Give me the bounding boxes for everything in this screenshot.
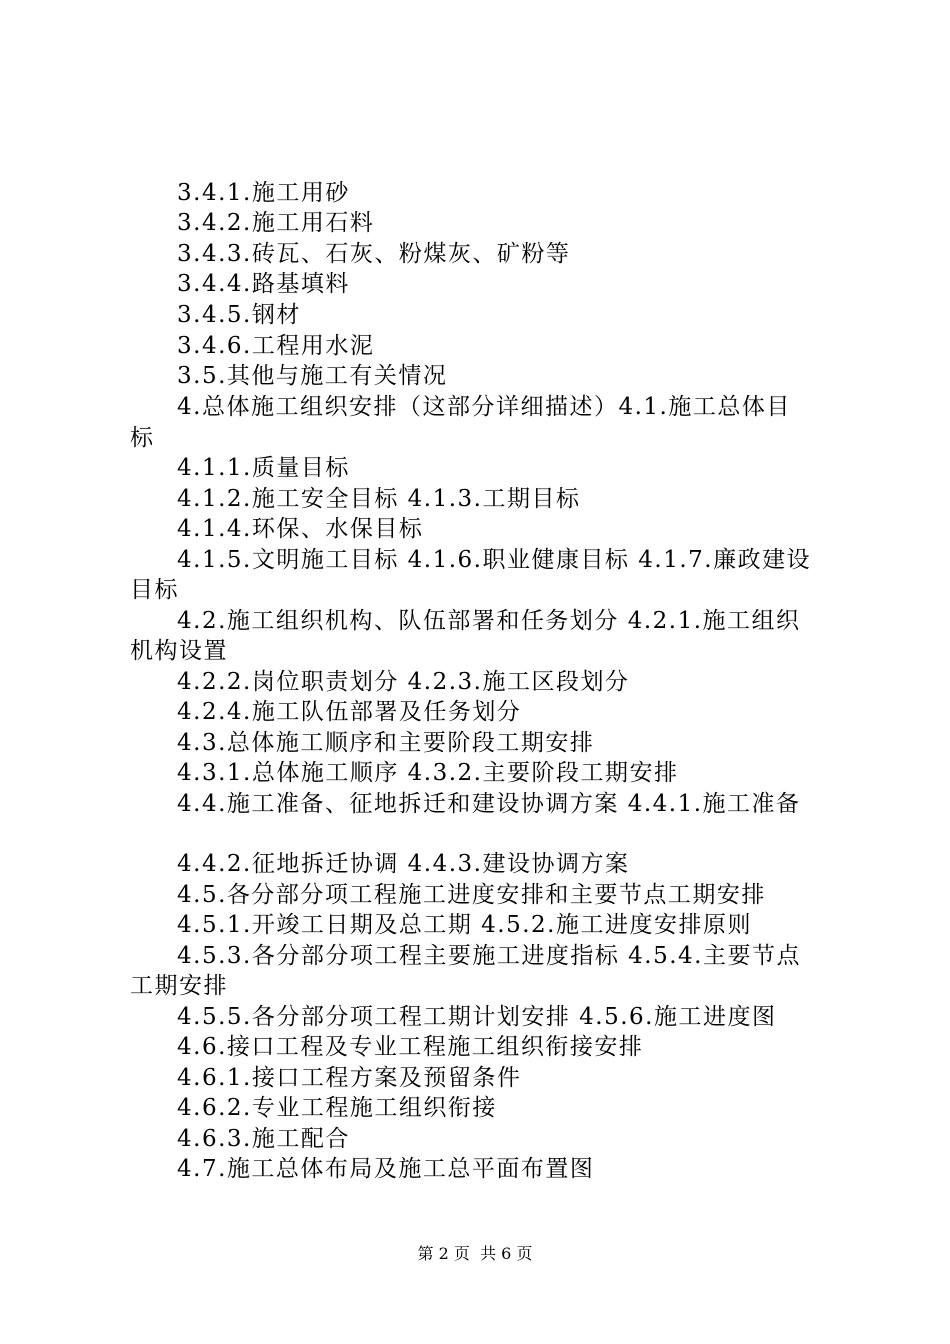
toc-line: 4.6.1.接口工程方案及预留条件	[177, 1065, 522, 1091]
toc-line: 4.2.施工组织机构、队伍部署和任务划分 4.2.1.施工组织	[177, 608, 801, 634]
toc-line: 3.5.其他与施工有关情况	[177, 363, 448, 389]
toc-line: 4.6.接口工程及专业工程施工组织衔接安排	[177, 1034, 644, 1060]
toc-line: 4.2.2.岗位职责划分 4.2.3.施工区段划分	[177, 669, 630, 695]
toc-line: 4.4.施工准备、征地拆迁和建设协调方案 4.4.1.施工准备	[177, 791, 801, 817]
toc-line: 4.5.各分部分项工程施工进度安排和主要节点工期安排	[177, 882, 766, 908]
toc-line: 3.4.1.施工用砂	[177, 180, 350, 206]
toc-line: 4.2.4.施工队伍部署及任务划分	[177, 699, 522, 725]
toc-line: 4.4.2.征地拆迁协调 4.4.3.建设协调方案	[177, 851, 630, 877]
toc-line: 4.5.1.开竣工日期及总工期 4.5.2.施工进度安排原则	[177, 912, 752, 938]
toc-line: 4.总体施工组织安排（这部分详细描述）4.1.施工总体目	[177, 394, 791, 420]
toc-line: 4.6.2.专业工程施工组织衔接	[177, 1095, 497, 1121]
toc-line: 标	[130, 425, 155, 451]
toc-line: 4.3.1.总体施工顺序 4.3.2.主要阶段工期安排	[177, 760, 679, 786]
toc-line: 4.3.总体施工顺序和主要阶段工期安排	[177, 730, 595, 756]
toc-line: 3.4.2.施工用石料	[177, 210, 375, 236]
toc-line: 3.4.3.砖瓦、石灰、粉煤灰、矿粉等	[177, 241, 571, 267]
toc-line: 4.6.3.施工配合	[177, 1126, 350, 1152]
toc-line: 目标	[130, 577, 179, 603]
toc-line: 4.1.1.质量目标	[177, 455, 350, 481]
toc-line: 4.1.5.文明施工目标 4.1.6.职业健康目标 4.1.7.廉政建设	[177, 547, 812, 573]
toc-line: 4.7.施工总体布局及施工总平面布置图	[177, 1156, 595, 1182]
toc-line: 3.4.4.路基填料	[177, 271, 350, 297]
page-footer: 第 2 页 共 6 页	[417, 1244, 533, 1263]
toc-line: 机构设置	[130, 638, 228, 664]
toc-line: 4.5.3.各分部分项工程主要施工进度指标 4.5.4.主要节点	[177, 943, 801, 969]
toc-line: 4.1.2.施工安全目标 4.1.3.工期目标	[177, 486, 581, 512]
toc-line: 工期安排	[130, 973, 228, 999]
toc-line: 4.1.4.环保、水保目标	[177, 516, 424, 542]
toc-line: 3.4.6.工程用水泥	[177, 333, 375, 359]
toc-line: 3.4.5.钢材	[177, 302, 301, 328]
toc-line: 4.5.5.各分部分项工程工期计划安排 4.5.6.施工进度图	[177, 1004, 777, 1030]
